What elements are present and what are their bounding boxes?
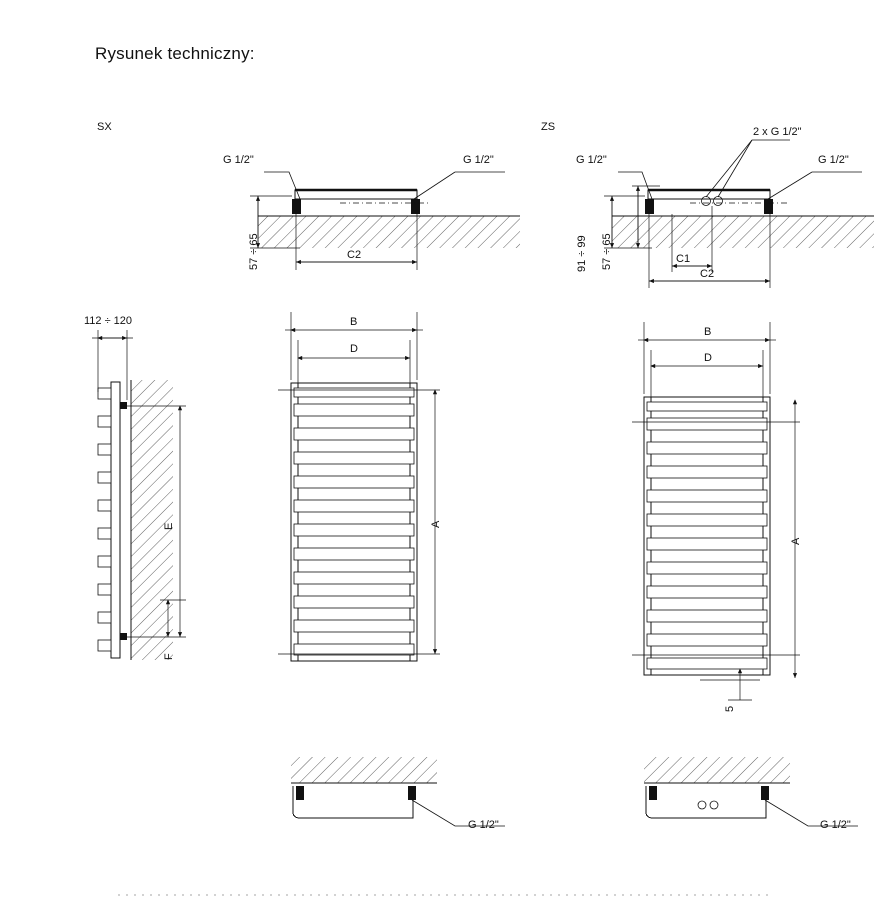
label-g-half-sx-left: G 1/2"	[223, 154, 254, 166]
label-5-zs: 5	[724, 705, 736, 712]
label-depth: 112 ÷ 120	[84, 315, 133, 327]
label-b-zs: B	[704, 326, 712, 338]
side-view	[92, 330, 186, 660]
label-g-half-zs-left: G 1/2"	[576, 154, 607, 166]
front-view-zs	[632, 322, 800, 700]
label-c2-sx: C2	[347, 249, 362, 261]
label-g-half-sx-right: G 1/2"	[463, 154, 494, 166]
label-a-zs: A	[790, 537, 802, 545]
label-b-sx: B	[350, 316, 358, 328]
label-2x-g-half-zs: 2 x G 1/2"	[753, 126, 802, 138]
label-g-half-zs-right: G 1/2"	[818, 154, 849, 166]
label-d-sx: D	[350, 343, 358, 355]
label-a-sx: A	[430, 520, 442, 528]
bottom-left-section	[291, 757, 505, 826]
label-g-half-bottom-left: G 1/2"	[468, 819, 499, 831]
label-91-99-zs: 91 ÷ 99	[576, 235, 588, 272]
label-f: F	[163, 653, 175, 660]
front-view-sx	[278, 312, 440, 661]
sx-top-section	[250, 172, 520, 270]
label-57-65-sx: 57 ÷ 65	[248, 233, 260, 270]
view-label-zs: ZS	[541, 121, 556, 133]
label-g-half-bottom-right: G 1/2"	[820, 819, 851, 831]
label-57-65-zs: 57 ÷ 65	[601, 233, 613, 270]
label-d-zs: D	[704, 352, 712, 364]
label-c1-zs: C1	[676, 253, 691, 265]
page-title: Rysunek techniczny:	[95, 44, 255, 63]
label-e: E	[163, 522, 175, 530]
label-c2-zs: C2	[700, 268, 715, 280]
bottom-right-section	[644, 757, 858, 826]
view-label-sx: SX	[97, 121, 112, 133]
